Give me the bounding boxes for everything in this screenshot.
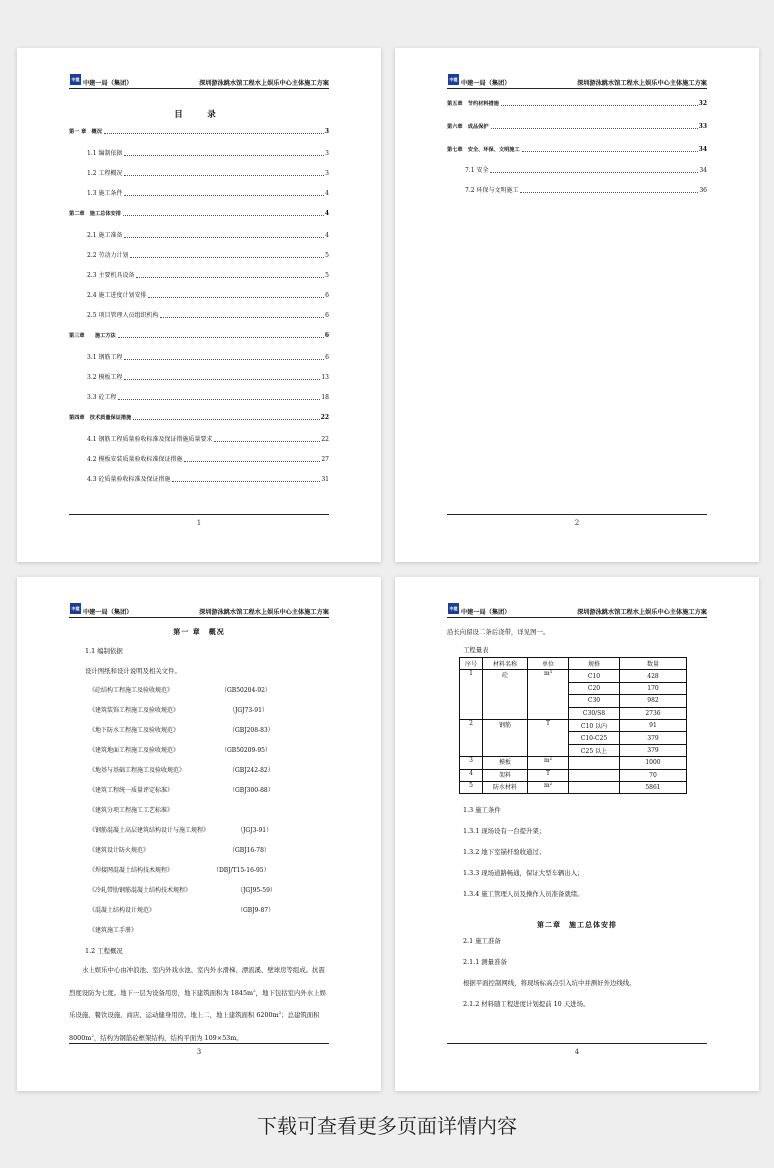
- document-page-2: [395, 48, 759, 562]
- toc-page-number: 3: [325, 170, 329, 177]
- table-cell-quantity: 379: [620, 732, 687, 744]
- toc-leader-dots: [214, 440, 320, 442]
- toc-section-entry: [69, 354, 329, 362]
- standard-item: [69, 921, 329, 941]
- standard-item: [69, 861, 329, 881]
- toc-entry-title: 第六章 成品保护: [447, 124, 489, 130]
- page-number: 2: [574, 519, 580, 527]
- toc-section-entry: [69, 436, 329, 444]
- list-item: 1.3.2 地下室锚杆验收通过；: [463, 848, 546, 857]
- table-cell-quantity: 2736: [620, 707, 687, 719]
- toc-page-number: 13: [321, 374, 329, 381]
- toc-section-entry: [69, 272, 329, 280]
- list-item: 1.3.1 现场设有一台提升架；: [463, 827, 546, 836]
- standard-item: [69, 801, 329, 821]
- table-cell-spec: C20: [569, 682, 620, 694]
- toc-section-entry: [69, 292, 329, 300]
- standard-name: 《钢筋混凝土高层建筑结构设计与施工规程》: [89, 827, 210, 834]
- toc-page-number: 33: [698, 123, 707, 130]
- toc-entry-title: 3.1 钢筋工程: [87, 354, 123, 361]
- standard-name: 《建筑工程统一质量评定标准》: [89, 787, 174, 794]
- page-header: [69, 603, 329, 618]
- standard-item: [69, 781, 329, 801]
- toc-leader-dots: [184, 460, 320, 462]
- download-more-note: 下载可查看更多页面详情内容: [257, 1114, 517, 1138]
- standard-item: [69, 741, 329, 761]
- page-footer: [69, 1043, 329, 1056]
- toc-leader-dots: [520, 191, 698, 193]
- table-cell-quantity: 428: [620, 670, 687, 682]
- toc-leader-dots: [124, 358, 324, 360]
- paragraph: 设计图纸和设计说明及相关文件。: [85, 667, 181, 675]
- toc-page-number: 4: [325, 232, 329, 239]
- toc-page-number: 4: [325, 190, 329, 197]
- table-cell-spec: [569, 757, 620, 769]
- table-cell-spec: C30: [569, 695, 620, 707]
- standard-code: （JGJ3-91）: [237, 827, 273, 834]
- page-number: 1: [196, 519, 202, 527]
- company-name: 中建一局（集团）: [83, 80, 133, 87]
- toc-section-entry: [69, 312, 329, 320]
- toc-entry-title: 3.3 砼工程: [87, 394, 117, 401]
- table-cell-spec: [569, 769, 620, 781]
- page-header: [447, 74, 707, 89]
- page-header: [447, 603, 707, 618]
- table-cell-spec: C10 以内: [569, 719, 620, 731]
- table-cell-unit: m²: [528, 781, 569, 793]
- toc-page-number: 5: [325, 272, 329, 279]
- table-cell-spec: [569, 781, 620, 793]
- toc-entry-title: 4.2 模板安装质量验收标准保证措施: [87, 456, 183, 463]
- standard-code: （GB50209-95）: [221, 747, 271, 754]
- standard-name: 《建筑地面工程施工及验收规范》: [89, 747, 180, 754]
- toc-entry-title: 1.3 施工条件: [87, 190, 123, 197]
- section-heading: 2.1.2 材料随工程进度计划提前 10 天进场。: [463, 1000, 590, 1009]
- section-heading: 1.1 编制依据: [85, 647, 123, 655]
- overview-paragraph: 水上娱乐中心由冲浪池、室内外戏水池、室内外水滑梯、漂流溪、壁球房等组成。抗震烈度设防为七度。地下一层为设备用房，地下建筑面积为 $1845m^2$，地下包括室内外水上娱乐设施、餐饮设施、商店、运动健身用房。地上二，地上建筑面积 $6200m^2$；总建筑面积 $8000m^2$，结构为钢筋砼框架结构，结构平面为 109×53m。: [69, 966, 326, 1042]
- standard-item: [69, 701, 329, 721]
- standard-code: （GB50204-92）: [221, 687, 271, 694]
- toc-entry-title: 3.2 模板工程: [87, 374, 123, 381]
- standard-item: [69, 841, 329, 861]
- standard-item: [69, 901, 329, 921]
- header-cell: 单位: [528, 658, 569, 670]
- table-title: 工程量表: [463, 646, 489, 654]
- table-row: [460, 670, 687, 682]
- toc-leader-dots: [491, 127, 698, 129]
- table-cell-unit: T: [528, 769, 569, 781]
- toc-page-number: 6: [325, 354, 329, 361]
- document-title: 深圳游泳跳水馆工程水上娱乐中心主体施工方案: [577, 609, 707, 616]
- company-name: 中建一局（集团）: [461, 609, 511, 616]
- toc-leader-dots: [130, 256, 324, 258]
- toc-entry-title: 4.3 砼质量验收标准及保证措施: [87, 476, 171, 483]
- toc-leader-dots: [124, 378, 320, 380]
- standard-name: 《建筑分项工程施工工艺标准》: [89, 807, 174, 814]
- toc-entry-title: 4.1 钢筋工程质量验收标准及保证措施质量要求: [87, 436, 213, 443]
- standard-name: 《混凝土结构设计规范》: [89, 907, 156, 914]
- standard-code: （JGJ95-59）: [237, 887, 276, 894]
- document-title: 深圳游泳跳水馆工程水上娱乐中心主体施工方案: [199, 609, 329, 616]
- quantity-table: [459, 657, 687, 794]
- standards-list: [69, 681, 329, 941]
- toc-page-number: 22: [321, 436, 329, 443]
- toc-leader-dots: [172, 480, 320, 482]
- overview-text-c: ；总建筑面积 8000m: [69, 1011, 320, 1042]
- toc-page-number: 3: [325, 150, 329, 157]
- toc-entry-title: 1.1 编制依据: [87, 150, 123, 157]
- toc-entry-title: 第五章 节约材料措施: [447, 101, 499, 107]
- standard-name: 《地基与基础工程施工及验收规范》: [89, 767, 186, 774]
- toc-entry-title: 第七章 安全、环保、文明施工: [447, 147, 520, 153]
- table-cell-name: 钢筋: [483, 719, 528, 756]
- section-heading: 2.1 施工准备: [463, 937, 501, 946]
- header-cell: 材料名称: [483, 658, 528, 670]
- list-item: 1.3.4 施工管理人员及操作人员准备就绪。: [463, 890, 584, 899]
- toc-entry-title: 2.2 劳动力计划: [87, 252, 129, 259]
- toc-section-entry: [69, 394, 329, 402]
- toc-chapter-entry: [69, 414, 329, 422]
- toc-section-entry: [69, 190, 329, 198]
- toc-section-entry: [447, 167, 707, 175]
- company-name: 中建一局（集团）: [83, 609, 133, 616]
- toc-leader-dots: [133, 418, 319, 420]
- table-of-contents: [69, 128, 329, 484]
- standard-code: （GBJ9-87）: [237, 907, 275, 914]
- table-cell-no: 2: [460, 719, 483, 756]
- table-cell-name: 防水材料: [483, 781, 528, 793]
- toc-leader-dots: [118, 398, 320, 400]
- toc-page-number: 6: [325, 312, 329, 319]
- toc-entry-title: 2.4 施工进度计划安排: [87, 292, 147, 299]
- toc-chapter-entry: [69, 128, 329, 136]
- toc-page-number: 27: [321, 456, 329, 463]
- paragraph: 根据平面控制网线，将现场标高点引入坑中并测好外边线线。: [463, 979, 636, 988]
- table-cell-no: 3: [460, 757, 483, 769]
- standard-code: （JGJ73-91）: [229, 707, 268, 714]
- table-cell-quantity: 70: [620, 769, 687, 781]
- company-logo: 中建: [70, 603, 81, 614]
- chapter-title: 第一 章 概况: [173, 627, 225, 636]
- header-cell: 序号: [460, 658, 483, 670]
- table-row: [460, 769, 687, 781]
- table-cell-no: 5: [460, 781, 483, 793]
- table-cell-quantity: 91: [620, 719, 687, 731]
- toc-leader-dots: [124, 154, 324, 156]
- table-row: [460, 781, 687, 793]
- table-cell-no: 1: [460, 670, 483, 720]
- toc-chapter-entry: [447, 100, 707, 108]
- toc-entry-title: 7.1 安全: [465, 167, 489, 174]
- toc-leader-dots: [148, 296, 324, 298]
- toc-page-number: 6: [325, 292, 329, 299]
- page-number: 4: [574, 1048, 580, 1056]
- toc-entry-title: 第二章 施工总体安排: [69, 211, 121, 217]
- toc-page-number: 22: [320, 414, 329, 421]
- toc-entry-title: 第三章 施工方法: [69, 333, 116, 339]
- standard-item: [69, 721, 329, 741]
- toc-leader-dots: [124, 194, 324, 196]
- toc-leader-dots: [490, 171, 698, 173]
- table-row: [460, 757, 687, 769]
- document-page-4: [395, 577, 759, 1091]
- toc-leader-dots: [124, 236, 324, 238]
- toc-leader-dots: [123, 214, 324, 216]
- page-footer: [69, 514, 329, 527]
- chapter-title: 第二章 施工总体安排: [537, 920, 617, 930]
- toc-leader-dots: [124, 174, 324, 176]
- table-cell-unit: m³: [528, 670, 569, 720]
- toc-entry-title: 7.2 环保与文明施工: [465, 187, 519, 194]
- toc-page-number: 32: [698, 100, 707, 107]
- table-header-row: [460, 658, 687, 670]
- table-cell-quantity: 379: [620, 744, 687, 756]
- overview-text-b: ，地下包括室内外水上娱乐设施、餐饮设施、商店、运动健身用房。地上二，地上建筑面积 6200m: [69, 988, 326, 1020]
- header-cell: 数量: [620, 658, 687, 670]
- toc-leader-dots: [118, 336, 324, 338]
- table-cell-spec: C10-C25: [569, 732, 620, 744]
- document-title: 深圳游泳跳水馆工程水上娱乐中心主体施工方案: [199, 80, 329, 87]
- document-title: 深圳游泳跳水馆工程水上娱乐中心主体施工方案: [577, 80, 707, 87]
- page-footer: [447, 514, 707, 527]
- toc-page-number: 31: [321, 476, 329, 483]
- page-footer: [447, 1043, 707, 1056]
- toc-entry-title: 第四章 技术质量保证措施: [69, 415, 132, 421]
- company-logo: 中建: [448, 74, 459, 85]
- toc-page-number: 6: [324, 332, 329, 339]
- table-row: [460, 719, 687, 731]
- toc-section-entry: [69, 476, 329, 484]
- table-cell-no: 4: [460, 769, 483, 781]
- toc-leader-dots: [160, 316, 324, 318]
- toc-chapter-entry: [447, 123, 707, 131]
- toc-page-number: 4: [324, 210, 329, 217]
- table-cell-spec: C30/S8: [569, 707, 620, 719]
- table-cell-name: 砼: [483, 670, 528, 720]
- standard-item: [69, 761, 329, 781]
- list-item: 1.3.3 现场道路畅通，保证大型车辆出入；: [463, 869, 584, 878]
- standard-code: （GBJ16-78）: [229, 847, 270, 854]
- toc-page-number: 36: [699, 187, 707, 194]
- section-heading: 2.1.1 测量准备: [463, 958, 507, 967]
- document-page-1: [17, 48, 381, 562]
- standard-code: （GBJ300-88）: [229, 787, 274, 794]
- standard-name: 《地下防水工程施工及验收规范》: [89, 727, 180, 734]
- standard-name: 《建筑施工手册》: [89, 927, 138, 934]
- table-cell-quantity: 170: [620, 682, 687, 694]
- table-cell-spec: C25 以上: [569, 744, 620, 756]
- section-heading: 1.3 施工条件: [463, 806, 501, 815]
- company-logo: 中建: [70, 74, 81, 85]
- toc-section-entry: [69, 252, 329, 260]
- table-of-contents: [447, 100, 707, 195]
- toc-title: 目 录: [174, 110, 224, 120]
- toc-section-entry: [69, 374, 329, 382]
- toc-leader-dots: [501, 104, 698, 106]
- toc-entry-title: 第一 章 概况: [69, 129, 102, 135]
- table-cell-name: 架料: [483, 769, 528, 781]
- toc-chapter-entry: [69, 332, 329, 340]
- toc-section-entry: [69, 170, 329, 178]
- toc-chapter-entry: [69, 210, 329, 218]
- toc-leader-dots: [104, 132, 324, 134]
- table-cell-name: 模板: [483, 757, 528, 769]
- standard-name: 《焊接网混凝土结构技术规程》: [89, 867, 174, 874]
- toc-entry-title: 2.3 主要机具设备: [87, 272, 135, 279]
- page-header: [69, 74, 329, 89]
- standard-item: [69, 881, 329, 901]
- standard-item: [69, 681, 329, 701]
- toc-entry-title: 2.5 项目管理人员组织机构: [87, 312, 159, 319]
- toc-page-number: 5: [325, 252, 329, 259]
- overview-text-a: 水上娱乐中心由冲浪池、室内外戏水池、室内外水滑梯、漂流溪、壁球房等组成。抗震烈度设防为七度。地下一层为设备用房，地下建筑面积为 1845m: [69, 966, 325, 997]
- toc-chapter-entry: [447, 146, 707, 154]
- table-cell-quantity: 5861: [620, 781, 687, 793]
- toc-page-number: 3: [324, 128, 329, 135]
- overview-text-d: ，结构为钢筋砼框架结构，结构平面为 109×53m。: [93, 1033, 243, 1042]
- standard-code: （DBJ/T15-16-95）: [213, 867, 270, 874]
- document-page-3: [17, 577, 381, 1091]
- section-heading: 1.2 工程概况: [85, 947, 123, 955]
- toc-section-entry: [447, 187, 707, 195]
- standard-name: 《建筑设计防火规范》: [89, 847, 150, 854]
- company-name: 中建一局（集团）: [461, 80, 511, 87]
- table-cell-unit: m²: [528, 757, 569, 769]
- toc-section-entry: [69, 232, 329, 240]
- standard-item: [69, 821, 329, 841]
- standard-name: 《砼结构工程施工及验收规范》: [89, 687, 174, 694]
- standard-code: （GBJ208-83）: [229, 727, 274, 734]
- toc-page-number: 18: [321, 394, 329, 401]
- toc-entry-title: 1.2 工程概况: [87, 170, 123, 177]
- standard-name: 《冷轧带肋钢筋混凝土结构技术规程》: [89, 887, 192, 894]
- toc-page-number: 34: [698, 146, 707, 153]
- table-cell-quantity: 1000: [620, 757, 687, 769]
- toc-leader-dots: [522, 150, 698, 152]
- table-cell-spec: C10: [569, 670, 620, 682]
- header-cell: 规格: [569, 658, 620, 670]
- toc-entry-title: 2.1 施工准备: [87, 232, 123, 239]
- company-logo: 中建: [448, 603, 459, 614]
- toc-section-entry: [69, 150, 329, 158]
- paragraph: 沿长向留设二条后浇带，详见图一。: [447, 628, 550, 636]
- toc-section-entry: [69, 456, 329, 464]
- toc-page-number: 34: [699, 167, 707, 174]
- standard-code: （GBJ242-82）: [229, 767, 274, 774]
- standard-name: 《建筑装饰工程施工及验收规范》: [89, 707, 180, 714]
- page-number: 3: [196, 1048, 202, 1056]
- table-cell-unit: T: [528, 719, 569, 756]
- table-cell-quantity: 982: [620, 695, 687, 707]
- toc-leader-dots: [136, 276, 324, 278]
